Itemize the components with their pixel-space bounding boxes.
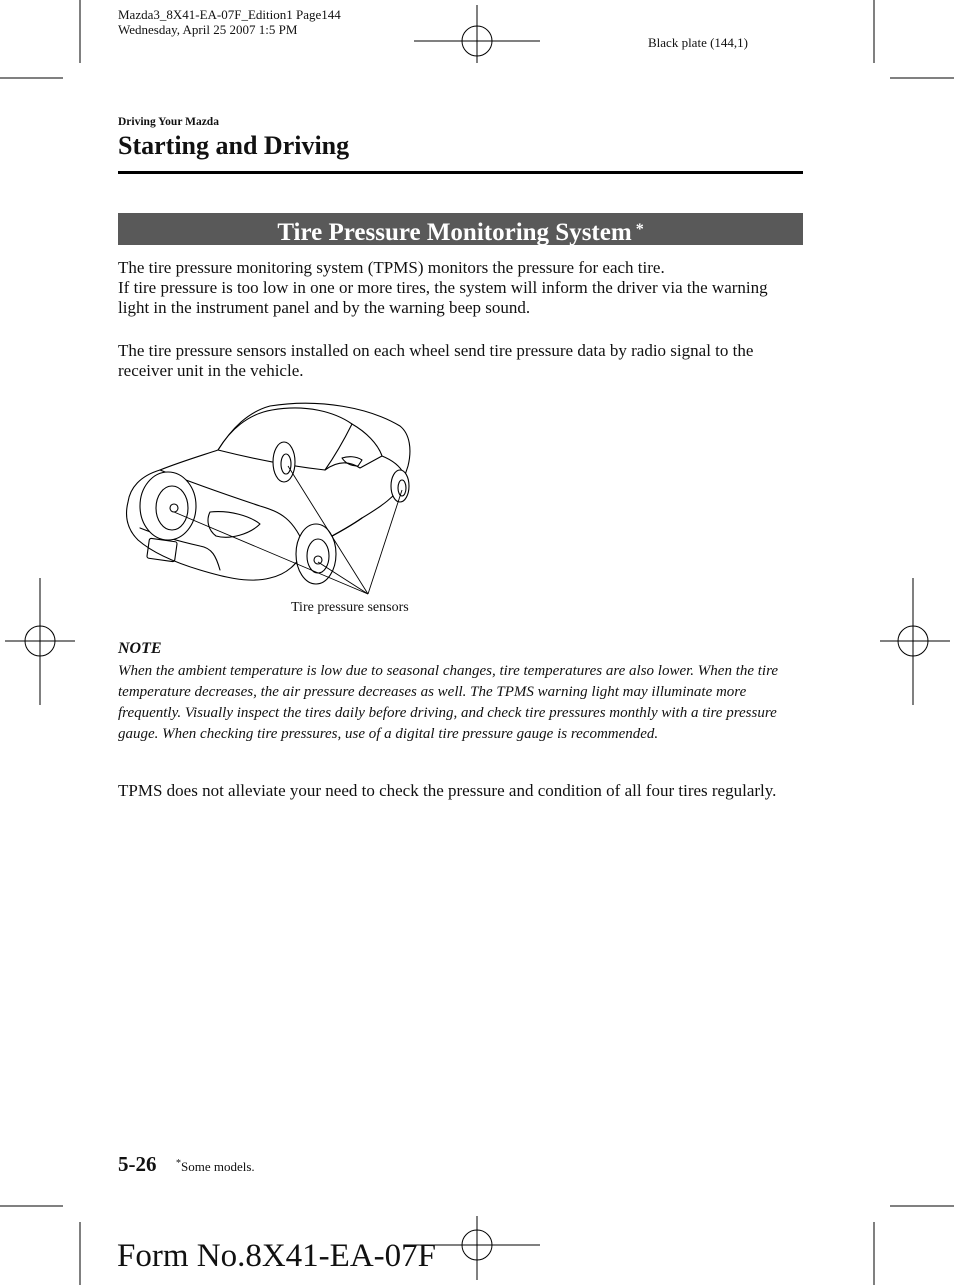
intro-paragraph (118, 258, 798, 318)
note-heading: NOTE (118, 640, 162, 657)
footnote (176, 1158, 255, 1175)
chapter-title: Starting and Driving (118, 131, 350, 160)
intro-line-1: The tire pressure monitoring system (TPMS) monitors the pressure for each tire. (118, 258, 665, 277)
section-label: Driving Your Mazda (118, 116, 219, 128)
print-header-plate: Black plate (144,1) (648, 35, 748, 50)
footnote-text: Some models. (181, 1159, 255, 1174)
figure-caption: Tire pressure sensors (291, 600, 409, 615)
final-text: TPMS does not alleviate your need to check the pressure and condition of all four tires regularly. (118, 781, 777, 800)
sensors-text: The tire pressure sensors installed on each wheel send tire pressure data by radio signal to the receiver unit in the vehicle. (118, 341, 754, 380)
page-number: 5-26 (118, 1152, 157, 1176)
registration-mark-right (880, 578, 950, 705)
banner-star: * (635, 221, 644, 238)
footnote-star: * (176, 1158, 181, 1169)
print-header-date: Wednesday, April 25 2007 1:5 PM (118, 22, 298, 37)
intro-line-2: If tire pressure is too low in one or more tires, the system will inform the driver via the warning light in the instrument panel and by the warning beep sound. (118, 278, 768, 317)
note-body: When the ambient temperature is low due to seasonal changes, tire temperatures are also lower. When the tire temperature decreases, the air pressure decreases as well. The TPMS warning light may illuminate more frequently. Visually inspect the tires daily before driving, and check tire pressures monthly with a tire pressure gauge. When checking tire pressures, use of a digital tire pressure gauge is recommended. (118, 663, 779, 742)
print-header-file: Mazda3_8X41-EA-07F_Edition1 Page144 (118, 7, 341, 22)
sensors-paragraph (118, 341, 798, 381)
section-banner (118, 213, 803, 245)
form-number: Form No.8X41-EA-07F (117, 1238, 436, 1274)
registration-mark-left (5, 578, 75, 705)
banner-title: Tire Pressure Monitoring System (277, 219, 632, 246)
final-paragraph (118, 781, 778, 801)
title-rule (118, 171, 803, 174)
car-illustration (120, 400, 420, 600)
registration-mark-top (414, 5, 540, 63)
